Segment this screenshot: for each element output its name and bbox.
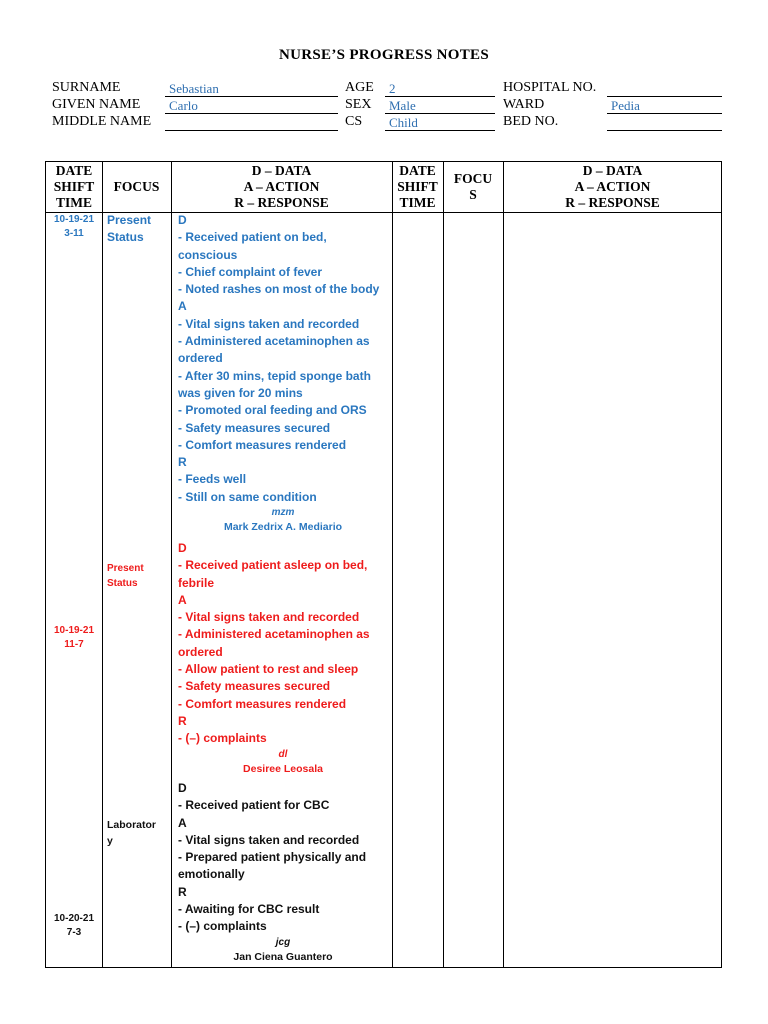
- column-divider: [102, 162, 103, 967]
- entry-2-dar: [178, 540, 388, 776]
- column-divider: [171, 162, 172, 967]
- dar-line: - Prepared patient physically and emotionally: [178, 850, 367, 882]
- col-head-line: R – RESPONSE: [234, 195, 329, 210]
- col-head-focus-2: [443, 162, 503, 212]
- dar-line: - Chief complaint of fever: [178, 264, 323, 279]
- dar-line: - Comfort measures rendered: [178, 437, 347, 452]
- given-name-field: Carlo: [165, 98, 338, 114]
- focus-line: Laborator: [107, 819, 157, 831]
- entry-shift: 7-3: [66, 927, 82, 938]
- col-head-line: D – DATA: [251, 163, 312, 178]
- entry-3-focus: [107, 817, 167, 849]
- dar-line: - Received patient on bed, conscious: [178, 230, 327, 262]
- given-name-label: GIVEN NAME: [52, 97, 141, 112]
- entry-shift: 11-7: [64, 639, 84, 650]
- col-head-line: DATE: [55, 163, 93, 178]
- hospital-no-field: [607, 81, 722, 97]
- dar-line: D: [178, 541, 187, 555]
- nurse-initials: mzm: [271, 507, 295, 519]
- dar-line: - Noted rashes on most of the body: [178, 282, 380, 297]
- focus-line: Status: [107, 578, 138, 589]
- age-label: AGE: [345, 80, 374, 95]
- col-head-line: SHIFT: [53, 179, 95, 194]
- col-head-line: FOCU: [453, 171, 493, 186]
- focus-line: Present: [107, 563, 144, 574]
- dar-line: - Safety measures secured: [178, 420, 331, 435]
- dar-line: R: [178, 713, 187, 728]
- entry-date: 10-19-21: [53, 625, 95, 636]
- entry-2-date-shift: [46, 624, 102, 652]
- bed-no-field: [607, 115, 722, 131]
- nurse-signature-name: Desiree Leosala: [243, 762, 323, 775]
- dar-line: A: [178, 299, 187, 314]
- entry-3-dar: [178, 780, 388, 964]
- dar-line: D: [178, 213, 187, 227]
- entry-date: 10-19-21: [53, 214, 95, 225]
- col-head-dar-2: [503, 162, 722, 212]
- surname-field: Sebastian: [165, 81, 338, 97]
- dar-line: R: [178, 884, 187, 899]
- entry-1-dar: [178, 212, 388, 534]
- dar-line: - Vital signs taken and recorded: [178, 832, 360, 847]
- dar-line: - Still on same condition: [178, 489, 317, 504]
- dar-line: - Allow patient to rest and sleep: [178, 662, 359, 677]
- col-head-line: S: [469, 187, 477, 202]
- ward-field: Pedia: [607, 98, 722, 114]
- col-head-line: D – DATA: [582, 163, 643, 178]
- cs-label: CS: [345, 114, 363, 129]
- col-head-line: A – ACTION: [243, 179, 320, 194]
- focus-line: Status: [107, 230, 144, 245]
- col-head-line: TIME: [399, 195, 436, 210]
- dar-line: - Awaiting for CBC result: [178, 902, 320, 917]
- dar-line: - Promoted oral feeding and ORS: [178, 403, 367, 418]
- col-head-line: SHIFT: [397, 179, 438, 194]
- col-head-date-shift-time-2: [392, 162, 443, 212]
- middle-name-label: MIDDLE NAME: [52, 114, 152, 129]
- column-divider: [443, 162, 444, 967]
- dar-line: - (–) complaints: [178, 731, 267, 746]
- column-divider: [503, 162, 504, 967]
- col-head-dar: [171, 162, 392, 212]
- dar-line: - After 30 mins, tepid sponge bath was given for 20 mins: [178, 368, 371, 400]
- ward-label: WARD: [503, 97, 545, 112]
- dar-line: - Received patient asleep on bed, febrile: [178, 558, 368, 590]
- dar-line: D: [178, 781, 187, 795]
- dar-line: - Administered acetaminophen as ordered: [178, 334, 370, 366]
- nurse-signature-name: Jan Ciena Guantero: [233, 950, 333, 963]
- dar-line: - Safety measures secured: [178, 679, 331, 694]
- col-head-line: R – RESPONSE: [565, 195, 660, 210]
- bed-no-label: BED NO.: [503, 114, 559, 129]
- page-title: NURSE’S PROGRESS NOTES: [279, 47, 489, 63]
- age-field: 2: [385, 81, 495, 97]
- col-head-line: TIME: [55, 195, 92, 210]
- entry-date: 10-20-21: [53, 913, 95, 924]
- dar-line: - (–) complaints: [178, 919, 267, 934]
- dar-line: - Feeds well: [178, 472, 247, 487]
- entry-shift: 3-11: [64, 228, 84, 239]
- focus-line: Present: [107, 213, 152, 227]
- dar-line: - Vital signs taken and recorded: [178, 316, 360, 331]
- nurse-initials: dl: [278, 748, 288, 760]
- dar-line: - Administered acetaminophen as ordered: [178, 627, 370, 659]
- col-head-date-shift-time: [46, 162, 102, 212]
- dar-line: - Received patient for CBC: [178, 798, 330, 813]
- column-divider: [392, 162, 393, 967]
- col-head-line: DATE: [399, 163, 436, 178]
- dar-line: - Comfort measures rendered: [178, 696, 347, 711]
- cs-field: Child: [385, 115, 495, 131]
- col-head-line: FOCUS: [113, 179, 160, 194]
- dar-line: - Vital signs taken and recorded: [178, 610, 360, 625]
- sex-field: Male: [385, 98, 495, 114]
- dar-line: A: [178, 815, 187, 830]
- nurse-initials: jcg: [275, 936, 291, 948]
- surname-label: SURNAME: [52, 80, 121, 95]
- dar-line: R: [178, 455, 187, 470]
- dar-line: A: [178, 592, 187, 607]
- entry-1-focus: [107, 212, 167, 247]
- progress-notes-table: [45, 161, 722, 968]
- sex-label: SEX: [345, 97, 372, 112]
- focus-line: y: [107, 835, 113, 847]
- col-head-line: A – ACTION: [574, 179, 651, 194]
- middle-name-field: [165, 115, 338, 131]
- col-head-focus: [102, 162, 171, 212]
- entry-1-date-shift: [46, 213, 102, 241]
- entry-2-focus: [107, 561, 167, 591]
- entry-3-date-shift: [46, 912, 102, 940]
- hospital-no-label: HOSPITAL NO.: [503, 80, 597, 95]
- nurse-signature-name: Mark Zedrix A. Mediario: [223, 521, 343, 534]
